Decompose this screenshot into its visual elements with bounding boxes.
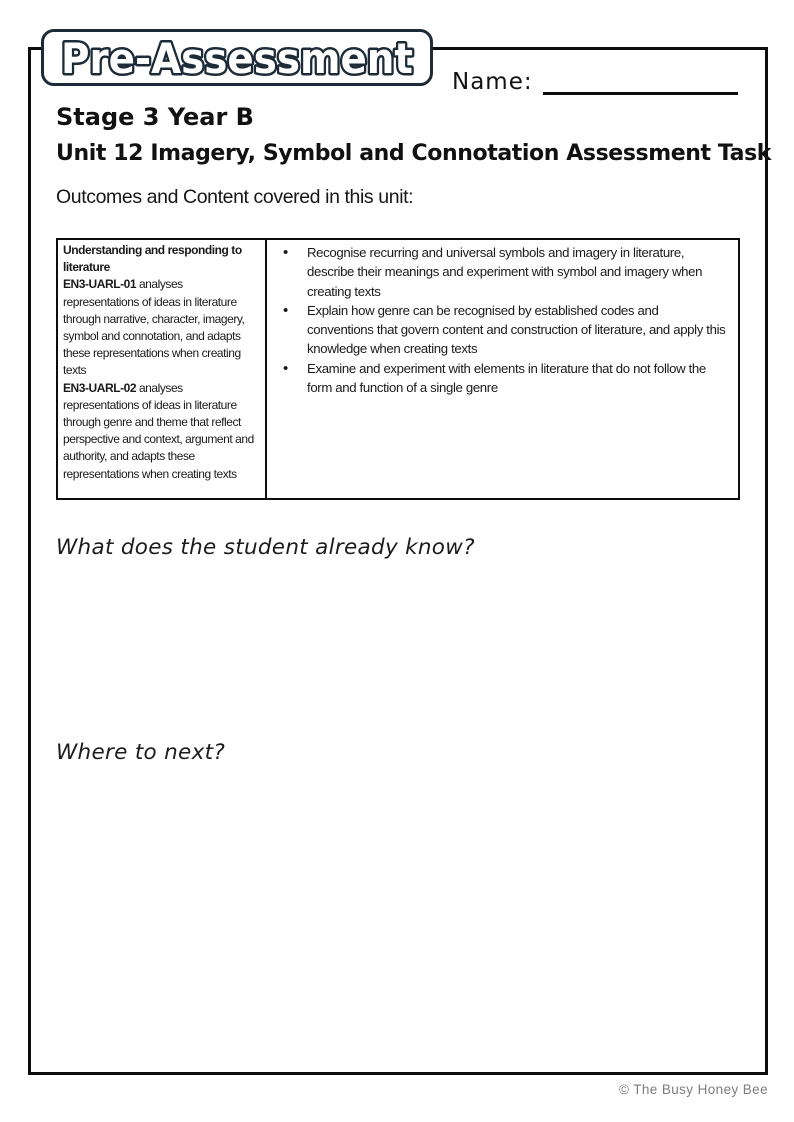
banner-title: Pre-Assessment [61,33,413,83]
outcome-code: EN3-UARL-01 [63,277,137,292]
outcomes-table-right-cell [267,240,738,498]
content-bullet: • Examine and experiment with elements in literature that do not follow the form and function of a single genre [267,359,728,398]
banner-bubble-text-graphic [47,33,427,83]
pre-assessment-banner [41,29,433,86]
outcomes-table [56,238,740,500]
outcomes-strand-heading: Understanding and responding to literature [63,243,242,275]
question-already-know: What does the student already know? [56,535,475,560]
unit-heading: Unit 12 Imagery, Symbol and Connotation Assessment Task [56,141,772,166]
name-blank-line[interactable] [543,64,738,95]
outcome-code: EN3-UARL-02 [63,380,137,395]
stage-heading: Stage 3 Year B [56,103,254,131]
outcome-item [63,276,260,379]
content-bullet: • Explain how genre can be recognised by established codes and conventions that govern content and construction of literature, and apply this knowledge when creating texts [267,301,728,359]
outcome-item [63,380,260,483]
content-bullet-list [267,243,728,397]
question-where-to-next: Where to next? [56,740,226,765]
name-label: Name: [452,68,533,95]
copyright-text: © The Busy Honey Bee [618,1082,768,1097]
outcome-description: analyses representations of ideas in literature through genre and theme that reflect perspective and context, argument and authority, and adapts these representations when creating texts [63,380,254,481]
name-field [452,64,738,95]
outcomes-table-left-cell [58,240,267,498]
content-bullet: • Recognise recurring and universal symbols and imagery in literature, describe their meanings and experiment with symbol and imagery when creating texts [267,243,728,301]
outcome-description: analyses representations of ideas in literature through narrative, character, imagery, symbol and connotation, and adapts these representations when creating texts [63,277,245,378]
intro-text: Outcomes and Content covered in this unit: [56,186,414,208]
